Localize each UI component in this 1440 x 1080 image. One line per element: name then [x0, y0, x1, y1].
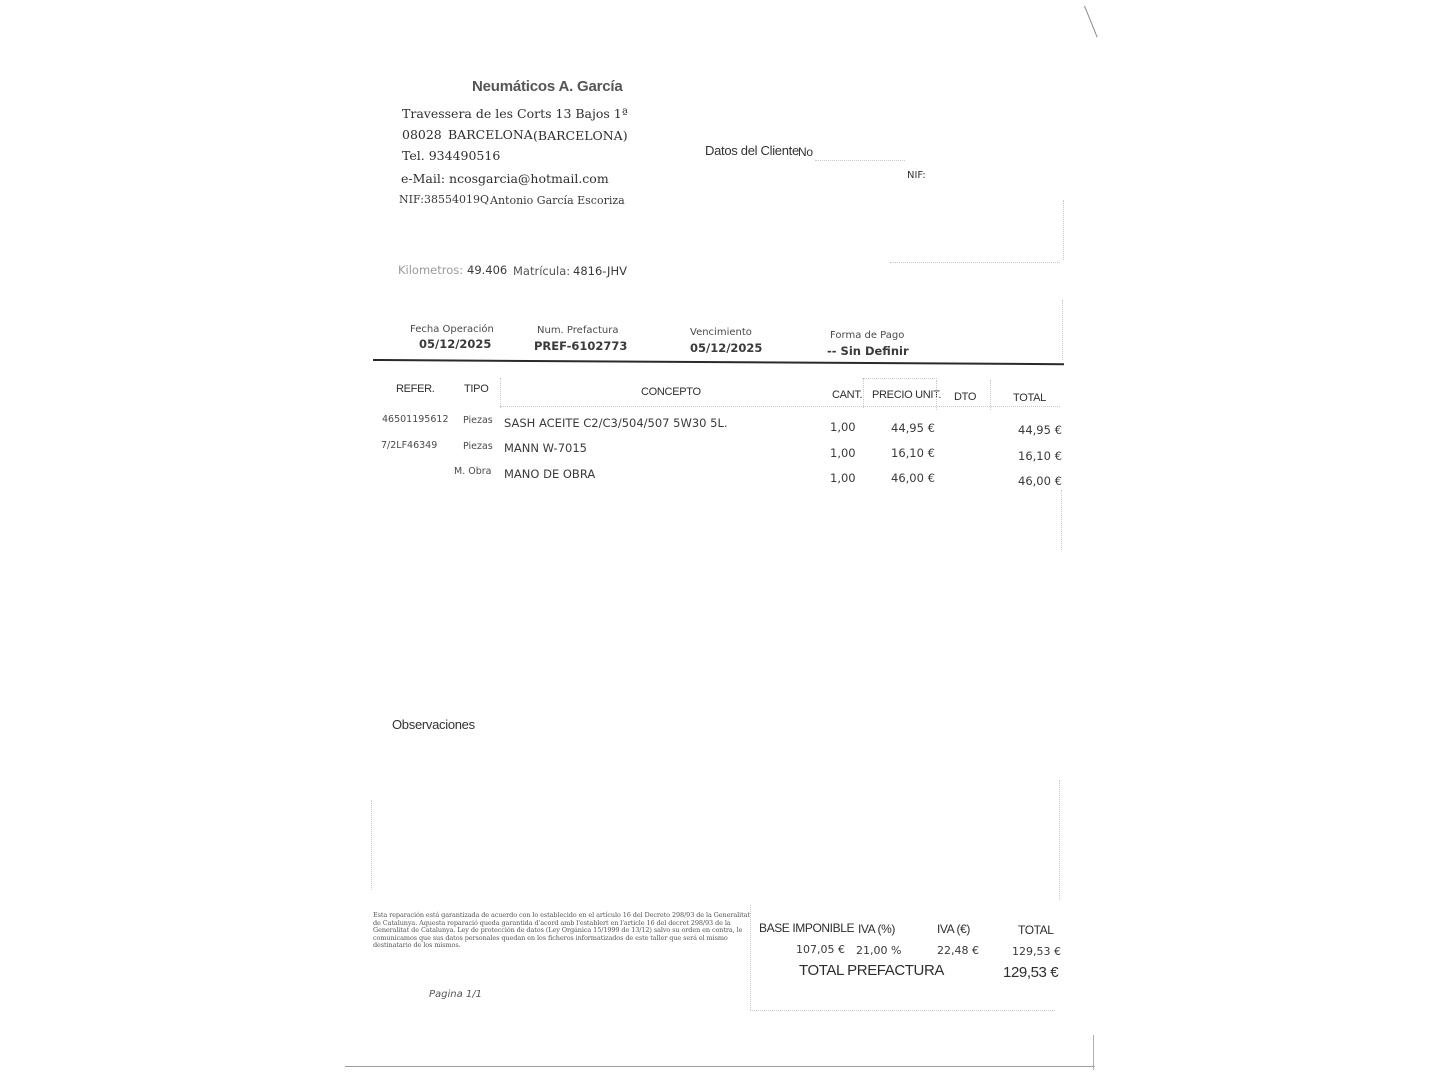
header-rule: [373, 359, 1064, 365]
iva-eur-label: IVA (€): [937, 922, 970, 936]
fecha-operacion-value: 05/12/2025: [419, 337, 492, 351]
row-total: 16,10 €: [1018, 449, 1062, 463]
total-value: 129,53 €: [1012, 945, 1061, 958]
observaciones-label: Observaciones: [392, 717, 475, 732]
row-cant: 1,00: [830, 471, 856, 485]
scan-page-edge: [345, 1066, 1095, 1067]
km-value: 49.406: [467, 263, 508, 277]
col-total-header: TOTAL: [1013, 392, 1046, 404]
iva-pct-label: IVA (%): [858, 922, 895, 936]
client-title: Datos del Cliente: [705, 143, 799, 158]
forma-pago-label: Forma de Pago: [830, 330, 905, 341]
row-ref: 7/2LF46349: [381, 440, 438, 451]
total-prefactura-label: TOTAL PREFACTURA: [799, 962, 945, 979]
fecha-operacion-label: Fecha Operación: [410, 324, 494, 335]
vencimiento-value: 05/12/2025: [690, 341, 763, 355]
company-nif-label: NIF:: [399, 193, 424, 206]
company-address: Travessera de les Corts 13 Bajos 1ª: [402, 106, 628, 121]
row-precio: 44,95 €: [891, 421, 935, 435]
row-concepto: MANO DE OBRA: [504, 467, 596, 481]
row-tipo: Piezas: [463, 441, 493, 452]
row-concepto: SASH ACEITE C2/C3/504/507 5W30 5L.: [504, 416, 728, 430]
total-label: TOTAL: [1018, 923, 1054, 937]
company-phone: Tel. 934490516: [402, 148, 501, 163]
row-concepto: MANN W-7015: [504, 441, 587, 455]
legal-notice: Esta reparación está garantizada de acuerdo con lo establecido en el artículo 16 del Decreto 298/93 de la Generalitat de Catalunya. Aquesta reparació queda garantida d'acord amb l'establert en l'article 16 del decret 298/93 de la Generalitat de Catalunya. Ley de protección de datos (Ley Orgánica 15/1999 de 13/12) salvo su orden en contra, le comunicamos que sus datos personales quedan en los ficheros informatizados de este taller que será el mismo destinatario de los mismos.: [373, 911, 750, 950]
scan-mark: [1084, 6, 1098, 38]
col-divider: [863, 378, 864, 408]
company-city: BARCELONA: [448, 127, 533, 142]
vencimiento-label: Vencimiento: [690, 327, 752, 338]
row-tipo: M. Obra: [454, 466, 492, 477]
col-header-rule: [862, 378, 937, 379]
client-box-edge: [1063, 200, 1064, 260]
company-email: e-Mail: ncosgarcia@hotmail.com: [401, 171, 609, 186]
row-precio: 16,10 €: [891, 446, 935, 460]
client-no-label: No: [798, 145, 813, 159]
page-number: Pagina 1/1: [429, 989, 483, 1000]
row-ref: 46501195612: [382, 414, 449, 425]
col-dto-header: DTO: [954, 391, 977, 403]
row-precio: 46,00 €: [891, 471, 935, 485]
row-cant: 1,00: [830, 420, 856, 434]
col-divider: [500, 378, 501, 408]
iva-eur-value: 22,48 €: [937, 944, 979, 957]
table-box-edge: [1059, 780, 1060, 900]
table-box-edge: [1061, 490, 1062, 550]
company-province: (BARCELONA): [533, 128, 628, 143]
company-postal-code: 08028: [402, 127, 442, 142]
col-ref-header: REFER.: [396, 383, 435, 395]
row-total: 46,00 €: [1018, 474, 1062, 488]
base-imponible-value: 107,05 €: [796, 943, 845, 956]
company-name: Neumáticos A. García: [472, 78, 623, 95]
col-concepto-header: CONCEPTO: [641, 386, 701, 398]
total-prefactura-value: 129,53 €: [1003, 964, 1059, 981]
km-label: Kilometros:: [398, 263, 464, 277]
totals-box-bottom: [750, 1010, 1055, 1011]
row-cant: 1,00: [830, 446, 856, 460]
client-nif-label: NIF:: [907, 170, 926, 181]
base-imponible-label: BASE IMPONIBLE: [759, 921, 855, 935]
scan-page-edge: [1093, 1035, 1094, 1070]
row-total: 44,95 €: [1018, 423, 1062, 437]
company-owner: Antonio García Escoriza: [490, 194, 625, 207]
totals-box-edge: [750, 905, 751, 1010]
observaciones-box-edge: [371, 800, 372, 890]
col-precio-header: PRECIO UNIT.: [872, 389, 942, 401]
forma-pago-value: -- Sin Definir: [827, 344, 909, 358]
client-box-top: [815, 160, 905, 161]
row-tipo: Piezas: [463, 415, 493, 426]
plate-label: Matrícula:: [513, 264, 571, 278]
col-tipo-header: TIPO: [464, 383, 489, 395]
iva-pct-value: 21,00 %: [856, 944, 902, 957]
plate-value: 4816-JHV: [573, 264, 627, 278]
col-header-rule: [500, 406, 1060, 407]
col-cant-header: CANT.: [832, 389, 863, 401]
company-nif: 38554019Q: [424, 193, 490, 206]
client-box-bottom: [890, 262, 1060, 263]
num-prefactura-value: PREF-6102773: [534, 339, 628, 353]
header-box-edge: [1062, 300, 1063, 360]
num-prefactura-label: Num. Prefactura: [537, 325, 619, 336]
